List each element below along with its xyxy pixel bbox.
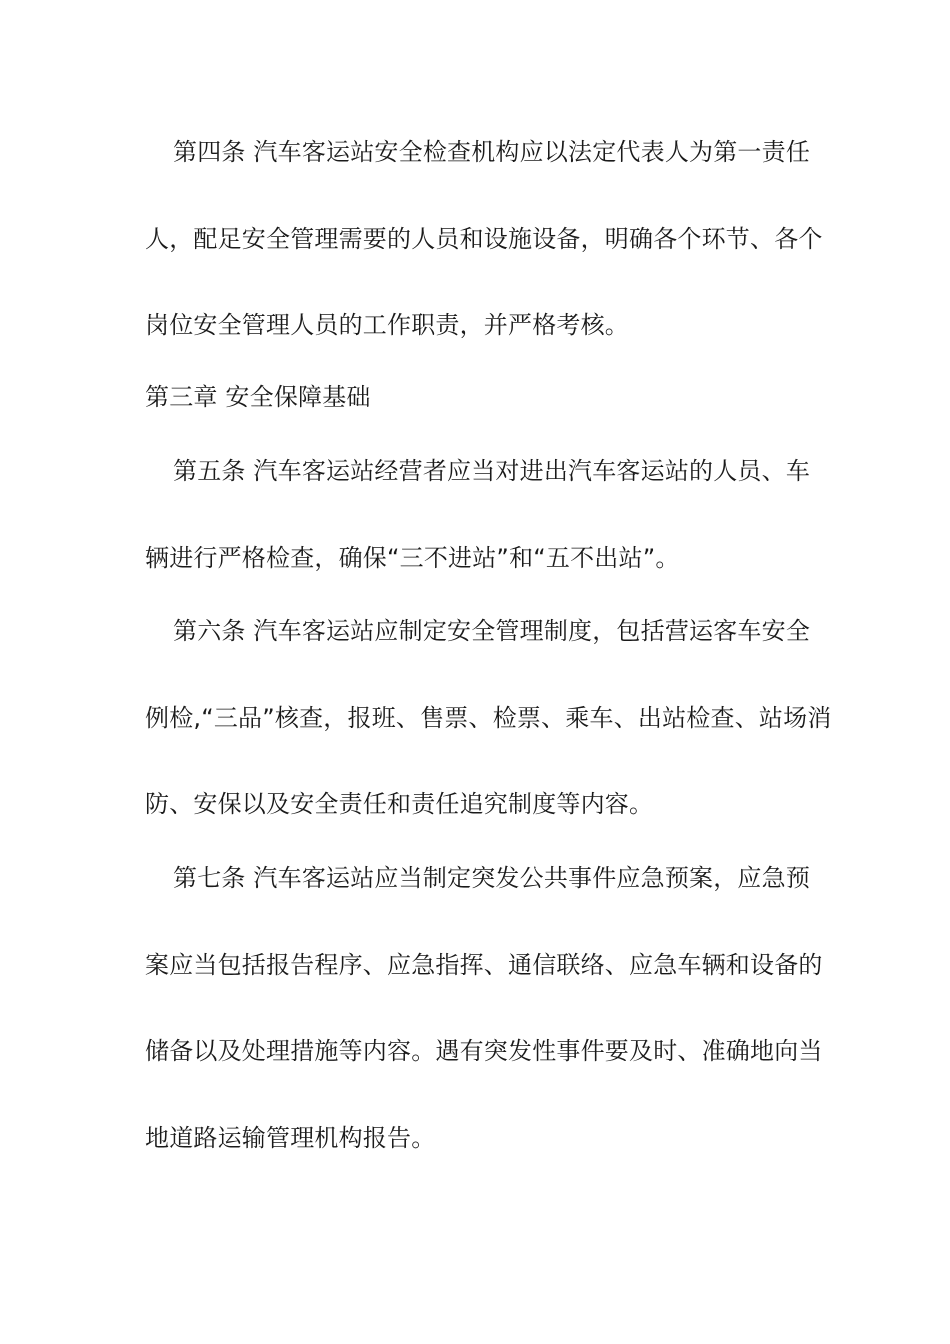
article-4-line-2: 人，配足安全管理需要的人员和设施设备，明确各个环节、各个 (145, 225, 823, 253)
article-7-line-2: 案应当包括报告程序、应急指挥、通信联络、应急车辆和设备的 (145, 951, 823, 979)
article-5-line-2: 辆进行严格检查，确保“三不进站”和“五不出站”。 (145, 544, 680, 572)
article-6-line-1: 第六条 汽车客运站应制定安全管理制度，包括营运客车安全 (173, 617, 811, 645)
article-5-line-1: 第五条 汽车客运站经营者应当对进出汽车客运站的人员、车 (173, 457, 811, 485)
chapter-3-heading: 第三章 安全保障基础 (145, 383, 371, 411)
article-7-line-3: 储备以及处理措施等内容。遇有突发性事件要及时、准确地向当 (145, 1037, 823, 1065)
article-7-line-1: 第七条 汽车客运站应当制定突发公共事件应急预案，应急预 (173, 864, 811, 892)
article-6-line-2: 例检,“三品”核查，报班、售票、检票、乘车、出站检查、站场消 (145, 704, 832, 732)
article-7-line-4: 地道路运输管理机构报告。 (145, 1124, 436, 1152)
article-4-line-1: 第四条 汽车客运站安全检查机构应以法定代表人为第一责任 (173, 138, 811, 166)
article-4-line-3: 岗位安全管理人员的工作职责，并严格考核。 (145, 311, 629, 339)
article-6-line-3: 防、安保以及安全责任和责任追究制度等内容。 (145, 790, 654, 818)
